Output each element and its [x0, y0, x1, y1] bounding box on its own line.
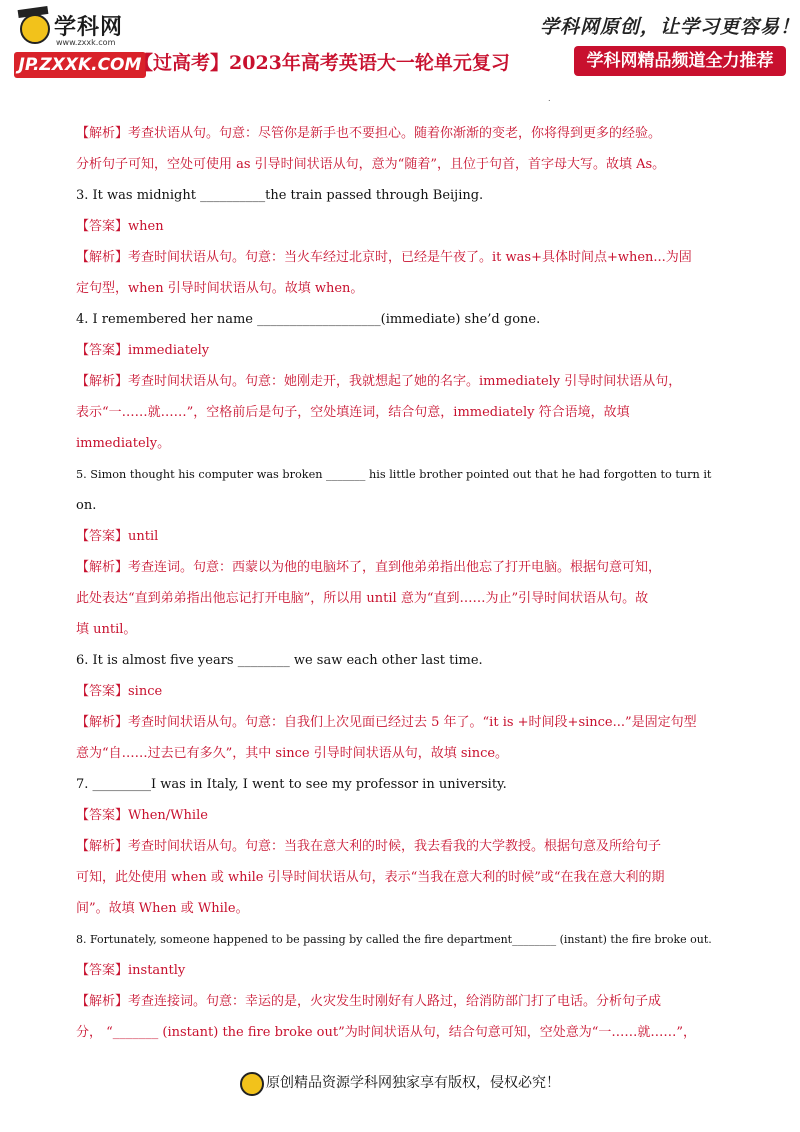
page-header [0, 0, 800, 103]
text-line: 【解析】考查时间状语从句。句意：她刚走开，我就想起了她的名字。immediately 引导时间状语从句， [76, 374, 682, 389]
slogan: 学科网原创，让学习更容易！ [540, 16, 800, 38]
text-line: 分， “_______ (instant) the fire broke out”为时间状语从句，结合句意可知，空处意为“一……就……”， [76, 1025, 697, 1040]
text-line: 分析句子可知，空处可使用 as 引导时间状语从句，意为“随着”，且位于句首，首字母大写。故填 As。 [76, 157, 666, 172]
document-body [76, 118, 724, 1048]
text-line: 【答案】instantly [76, 963, 186, 978]
logo-url: www.zxxk.com [56, 38, 116, 47]
text-line: 【解析】考查时间状语从句。句意：自我们上次见面已经过去 5 年了。“it is +时间段+since...”是固定句型 [76, 715, 697, 730]
text-line: 定句型，when 引导时间状语从句。故填 when。 [76, 281, 364, 296]
text-line: 表示“一……就……”，空格前后是句子，空处填连词，结合句意，immediately 符合语境，故填 [76, 405, 630, 420]
mascot-icon [240, 1072, 264, 1096]
text-line: 【答案】when [76, 219, 164, 234]
site-badge: JP.ZXXK.COM [14, 52, 146, 78]
text-line: 6. It is almost five years ________ we saw each other last time. [76, 653, 483, 668]
text-line: 可知，此处使用 when 或 while 引导时间状语从句，表示“当我在意大利的时候”或“在我在意大利的期 [76, 870, 665, 885]
page-footer [0, 1070, 800, 1100]
text-line: 【解析】考查时间状语从句。句意：当火车经过北京时，已经是午夜了。it was+具体时间点+when...为固 [76, 250, 692, 265]
text-line: 【答案】until [76, 529, 159, 544]
mascot-icon [20, 14, 50, 44]
text-line: 4. I remembered her name ___________________(immediate) she’d gone. [76, 312, 541, 327]
text-line: on. [76, 498, 97, 513]
text-line: immediately。 [76, 436, 171, 451]
text-line: 【解析】考查连词。句意：西蒙以为他的电脑坏了，直到他弟弟指出他忘了打开电脑。根据句意可知， [76, 560, 662, 575]
text-line: 【解析】考查时间状语从句。句意：当我在意大利的时候，我去看我的大学教授。根据句意及所给句子 [76, 839, 662, 854]
text-line: 填 until。 [76, 622, 137, 637]
text-line: 【答案】immediately [76, 343, 210, 358]
logo-name: 学科网 [54, 15, 124, 40]
text-line: 【解析】考查连接词。句意：幸运的是，火灾发生时刚好有人路过，给消防部门打了电话。分析句子成 [76, 994, 662, 1009]
text-line: 【答案】When/While [76, 808, 208, 823]
dot-mark: . [548, 94, 551, 103]
text-line: 5. Simon thought his computer was broken _______ his little brother pointed out that he had forgotten to turn it [76, 468, 712, 481]
copyright-notice: 原创精品资源学科网独家享有版权，侵权必究！ [266, 1075, 560, 1091]
text-line: 间”。故填 When 或 While。 [76, 901, 249, 916]
text-line: 意为“自……过去已有多久”，其中 since 引导时间状语从句，故填 since。 [76, 746, 509, 761]
text-line: 7. _________I was in Italy, I went to see my professor in university. [76, 777, 507, 792]
text-line: 此处表达“直到弟弟指出他忘记打开电脑”，所以用 until 意为“直到……为止”引导时间状语从句。故 [76, 591, 649, 606]
text-line: 3. It was midnight __________the train passed through Beijing. [76, 188, 484, 203]
text-line: 8. Fortunately, someone happened to be passing by called the fire department________ (instant) the fire broke out. [76, 933, 712, 946]
document-title: 【过高考】2023年高考英语大一轮单元复习 [134, 52, 510, 74]
text-line: 【答案】since [76, 684, 163, 699]
text-line: 【解析】考查状语从句。句意：尽管你是新手也不要担心。随着你渐渐的变老，你将得到更多的经验。 [76, 126, 662, 141]
recommend-badge: 学科网精品频道全力推荐 [574, 46, 786, 76]
